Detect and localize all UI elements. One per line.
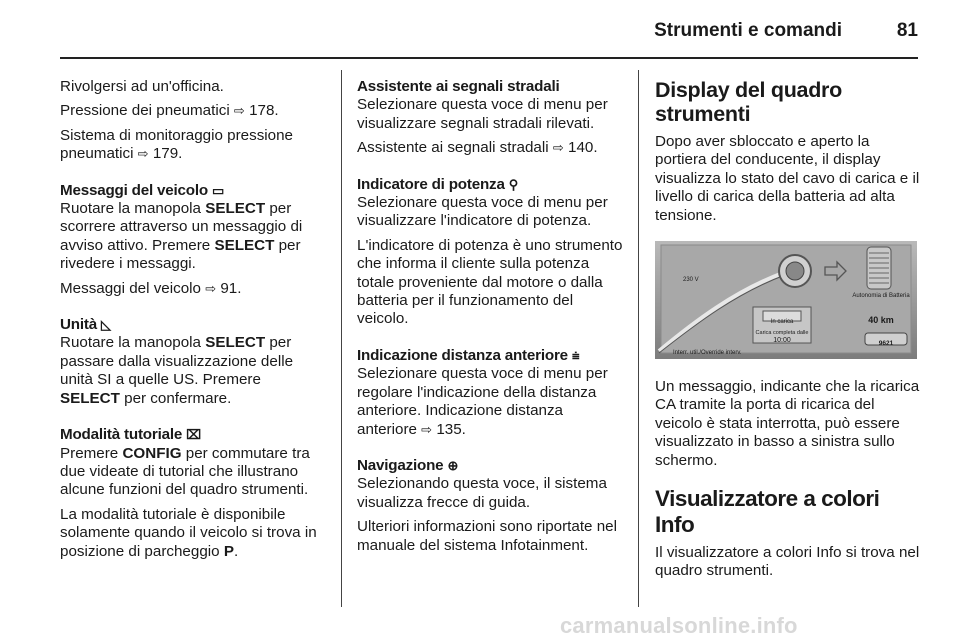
navigation-icon: ⊕ [447,457,459,473]
tutorial-icon: ⌧ [186,427,201,443]
page-number: 81 [896,20,918,41]
voltage-label: 230 V [683,277,699,284]
range-value: 40 km [868,315,894,326]
header-divider [60,57,918,59]
paragraph: Selezionando questa voce, il sistema visualizza frecce di guida. [357,475,607,511]
paragraph: Premere CONFIG per commutare tra due videate di tutorial che illustrano alcune funzioni del quadro strumenti. [60,444,310,499]
paragraph: Assistente ai segnali stradali ⇨ 140. [357,139,598,157]
paragraph: Selezionare questa voce di menu per visualizzare segnali stradali rilevati. [357,96,608,132]
reference-arrow-icon: ⇨ [137,146,149,162]
power-meter-icon: ⚲ [508,176,519,192]
column-2 [357,78,627,561]
column-divider-2 [638,70,639,607]
charge-complete-label: Carica completa dalle [755,330,809,337]
reference-arrow-icon: ⇨ [421,421,433,437]
section-heading: Display del quadro strumenti [655,78,842,126]
paragraph: Ulteriori informazioni sono riportate nel manuale del sistema Infotainment. [357,518,617,554]
paragraph: L'indicatore di potenza è uno strumento che informa il cliente sulla potenza totale proveniente dal motore o dalla batteria per il funzionamento del veicolo. [357,236,623,328]
paragraph: La modalità tutoriale è disponibile solamente quando il veicolo si trova in posizione di parcheggio P. [60,505,317,560]
page-header [0,0,960,60]
range-label: Autonomia di Batteria [852,293,910,300]
subheading: Assistente ai segnali stradali [357,78,560,95]
subheading: Messaggi del veicolo ▭ [60,181,225,199]
paragraph: Selezionare questa voce di menu per visualizzare l'indicatore di potenza. [357,194,608,230]
units-icon: ◺ [101,317,111,333]
subheading: Modalità tutoriale ⌧ [60,426,201,444]
section-title: Strumenti e comandi [654,20,842,41]
paragraph: Pressione dei pneumatici ⇨ 178. [60,102,279,120]
reference-arrow-icon: ⇨ [552,140,564,156]
message-icon: ▭ [211,182,225,198]
subheading: Indicatore di potenza ⚲ [357,175,519,193]
override-text: Interr. util./Override interv. [673,350,742,357]
column-3 [655,78,920,587]
subheading: Navigazione ⊕ [357,456,459,474]
watermark: carmanualsonline.info [560,613,798,638]
paragraph: Selezionare questa voce di menu per regolare l'indicazione della distanza anteriore. Indicazione distanza anteriore ⇨ 135. [357,365,608,438]
paragraph: Dopo aver sbloccato e aperto la portiera del conducente, il display visualizza lo stato del cavo di carica e il livello di carica della batteria ad alta tensione. [655,133,920,224]
paragraph: Messaggi del veicolo ⇨ 91. [60,279,242,297]
column-divider-1 [341,70,342,607]
subheading: Unità ◺ [60,316,111,334]
paragraph: Il visualizzatore a colori Info si trova nel quadro strumenti. [655,544,920,580]
paragraph: Rivolgersi ad un'officina. [60,78,224,95]
following-distance-icon: ⩧ [571,347,580,363]
subheading: Indicazione distanza anteriore ⩧ [357,346,580,364]
reference-arrow-icon: ⇨ [205,280,217,296]
paragraph: Sistema di monitoraggio pressione pneumatici ⇨ 179. [60,126,293,163]
charge-complete-time: 10:00 [773,337,791,345]
paragraph: Ruotare la manopola SELECT per scorrere attraverso un messaggio di avviso attivo. Premere SELECT per rivedere i messaggi. [60,200,303,273]
reference-arrow-icon: ⇨ [233,103,245,119]
section-heading: Visualizzatore a colori Info [655,486,880,538]
column-1 [60,78,325,567]
charging-status: In carica [770,319,794,326]
paragraph: Ruotare la manopola SELECT per passare dalla visualizzazione delle unità SI a quelle US. Premere SELECT per confermare. [60,334,294,407]
paragraph: Un messaggio, indicante che la ricarica CA tramite la porta di ricarica del veicolo è stata interrotta, può essere visualizzato in basso a sinistra sullo schermo. [655,378,920,469]
charging-display-image [655,241,917,359]
odometer: 9621 [878,340,894,348]
